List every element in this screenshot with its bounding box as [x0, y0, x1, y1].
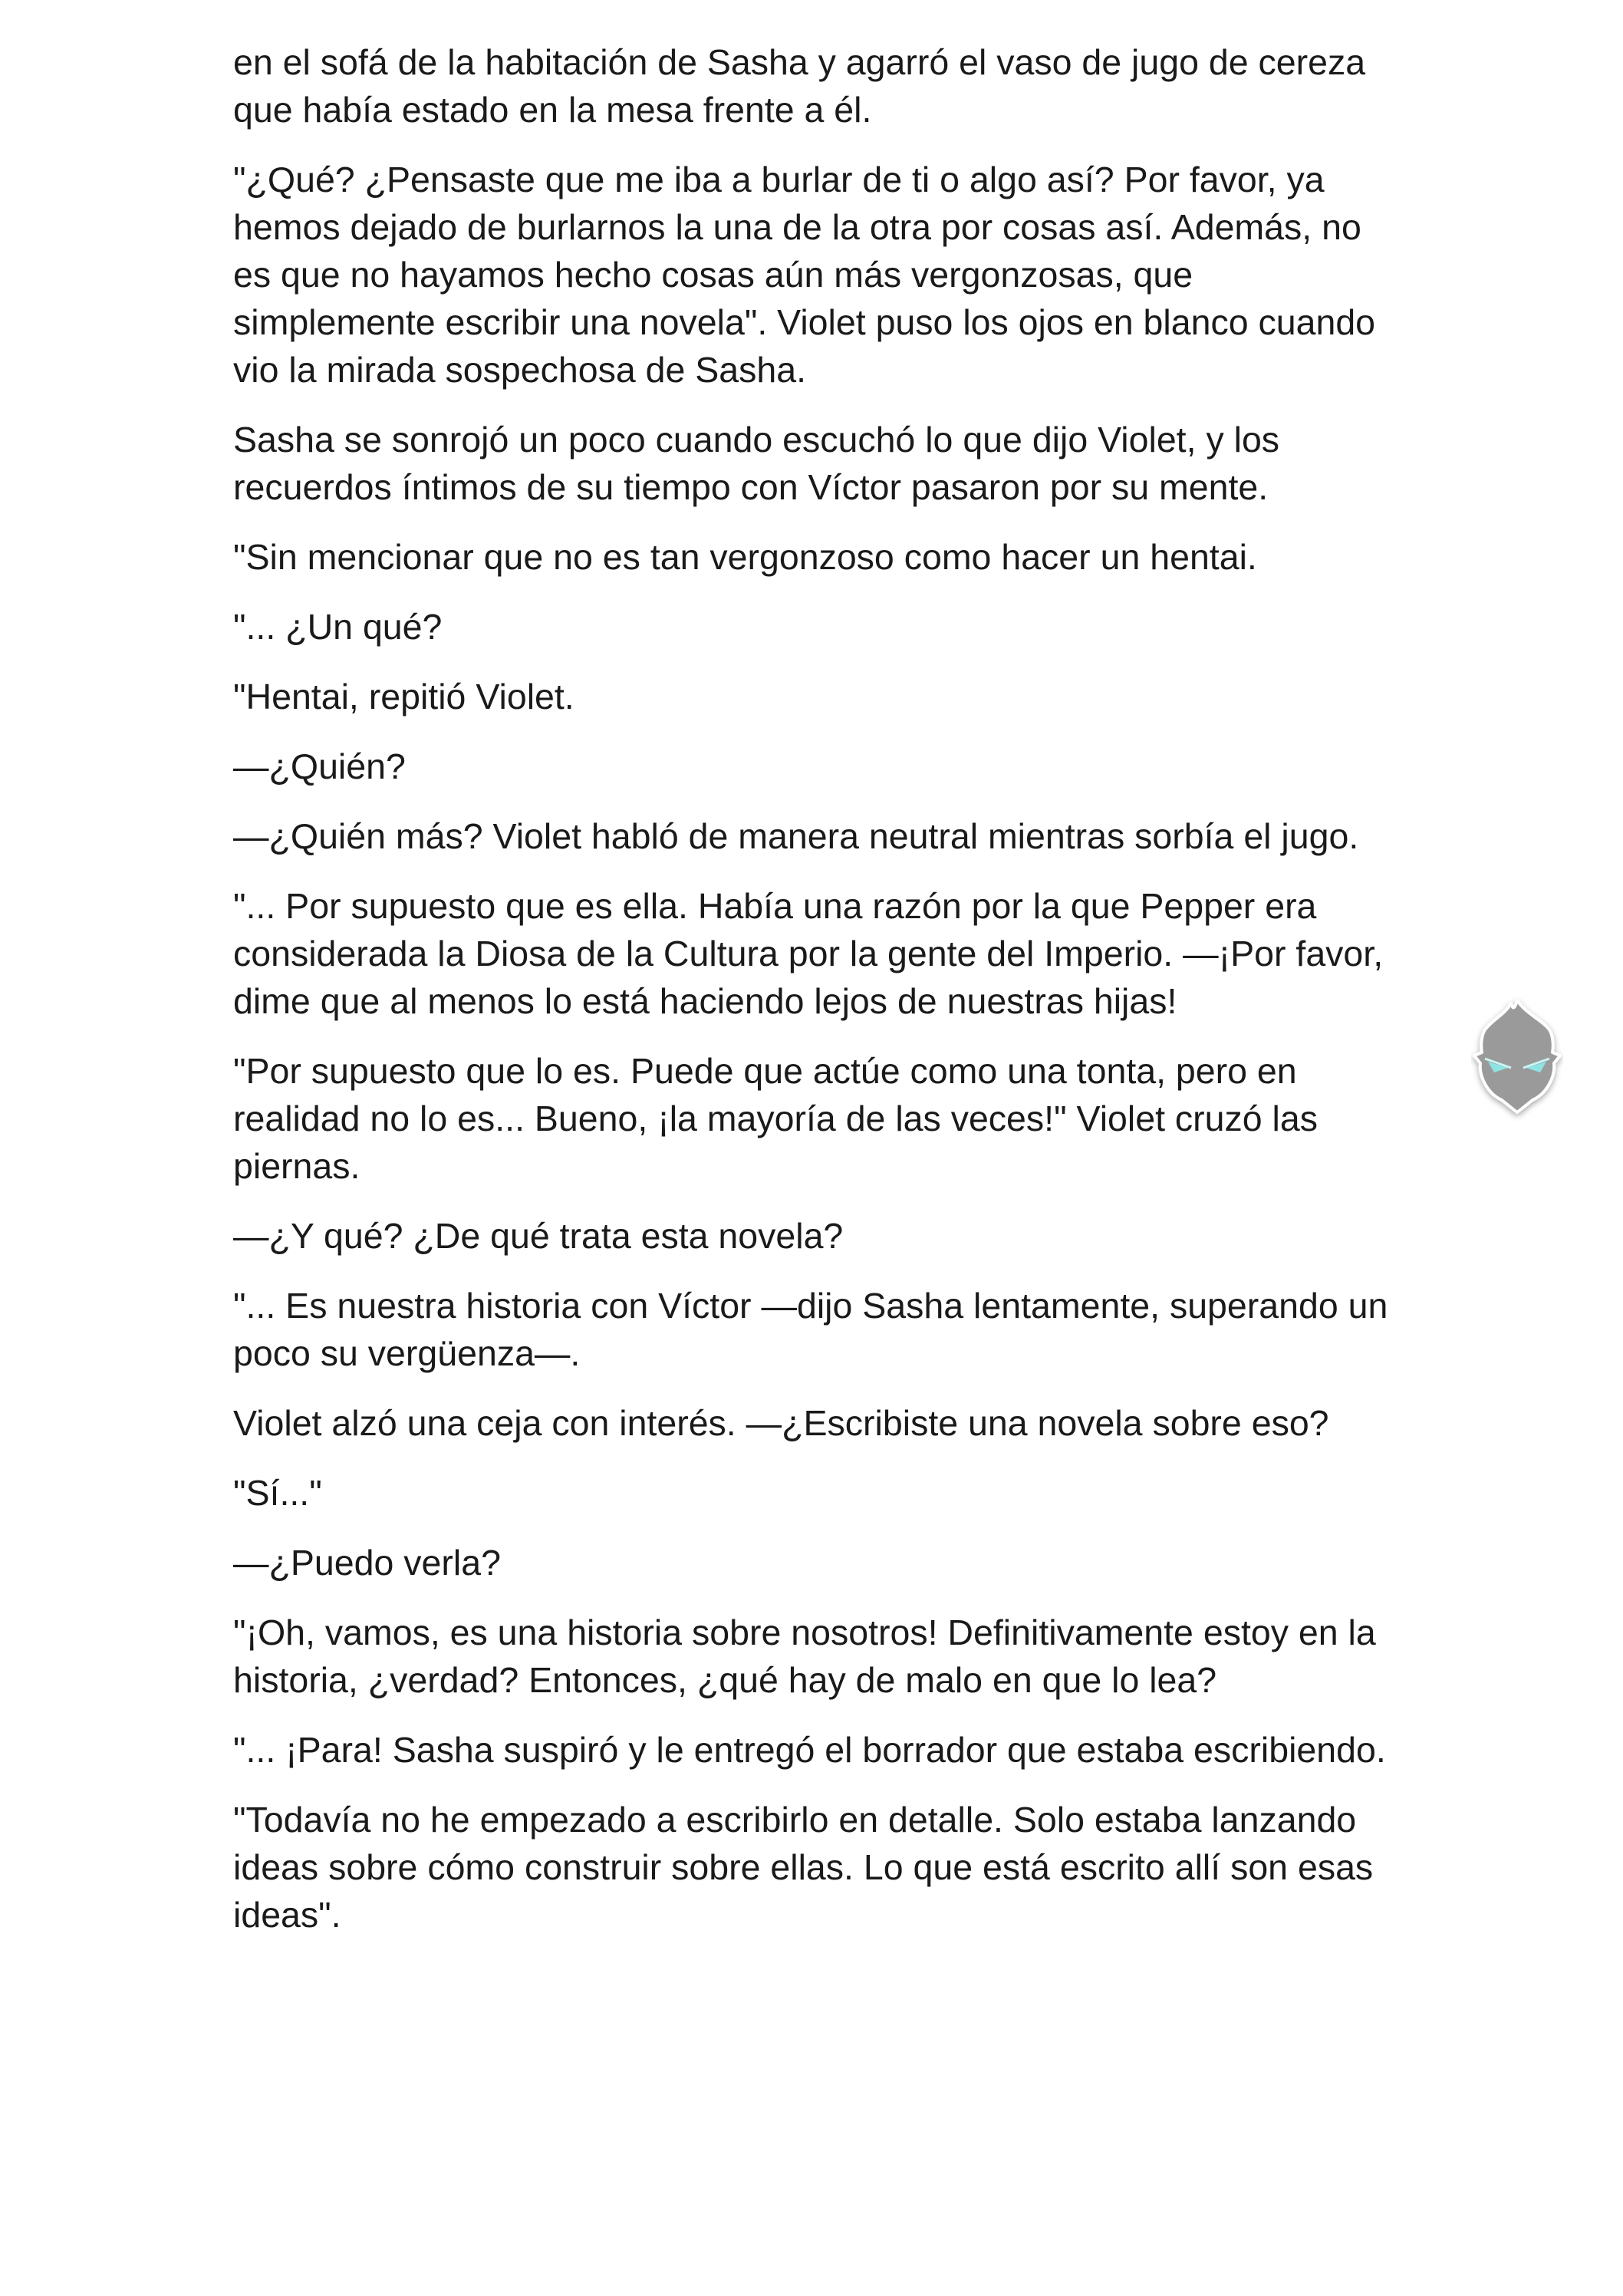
paragraph: "... ¡Para! Sasha suspiró y le entregó el borrador que estaba escribiendo. [233, 1730, 1386, 1770]
paragraph: "¿Qué? ¿Pensaste que me iba a burlar de ti o algo así? Por favor, ya hemos dejado de burlarnos la una de la otra por cosas así. Además, no es que no hayamos hecho cosas aún más vergonzosas, que simplemente escribir una novela". Violet puso los ojos en blanco cuando vio la mirada sospechosa de Sasha. [233, 160, 1376, 390]
paragraph: "Sí..." [233, 1473, 322, 1513]
paragraph: —¿Quién? [233, 746, 406, 786]
paragraph: "... Es nuestra historia con Víctor —dijo Sasha lentamente, superando un poco su vergüenza—. [233, 1286, 1388, 1373]
paragraph: "Por supuesto que lo es. Puede que actúe como una tonta, pero en realidad no lo es... Bueno, ¡la mayoría de las veces!" Violet cruzó las piernas. [233, 1051, 1318, 1186]
paragraph: "Sin mencionar que no es tan vergonzoso como hacer un hentai. [233, 537, 1257, 577]
demon-head-icon [1471, 997, 1563, 1166]
paragraph: —¿Puedo verla? [233, 1543, 501, 1583]
paragraph: —¿Quién más? Violet habló de manera neutral mientras sorbía el jugo. [233, 816, 1359, 856]
paragraph: —¿Y qué? ¿De qué trata esta novela? [233, 1216, 844, 1256]
paragraph: "... ¿Un qué? [233, 607, 443, 647]
paragraph: "Hentai, repitió Violet. [233, 677, 574, 716]
text-body [233, 38, 1399, 1961]
paragraph: "¡Oh, vamos, es una historia sobre nosotros! Definitivamente estoy en la historia, ¿verdad? Entonces, ¿qué hay de malo en que lo lea? [233, 1612, 1376, 1700]
paragraph: "... Por supuesto que es ella. Había una razón por la que Pepper era considerada la Diosa de la Cultura por la gente del Imperio. —¡Por favor, dime que al menos lo está haciendo lejos de nuestras hijas! [233, 886, 1384, 1021]
paragraph: en el sofá de la habitación de Sasha y agarró el vaso de jugo de cereza que había estado en la mesa frente a él. [233, 42, 1366, 130]
paragraph: Sasha se sonrojó un poco cuando escuchó lo que dijo Violet, y los recuerdos íntimos de su tiempo con Víctor pasaron por su mente. [233, 420, 1280, 507]
paragraph: Violet alzó una ceja con interés. —¿Escribiste una novela sobre eso? [233, 1403, 1329, 1443]
paragraph: "Todavía no he empezado a escribirlo en detalle. Solo estaba lanzando ideas sobre cómo construir sobre ellas. Lo que está escrito allí son esas ideas". [233, 1800, 1374, 1935]
